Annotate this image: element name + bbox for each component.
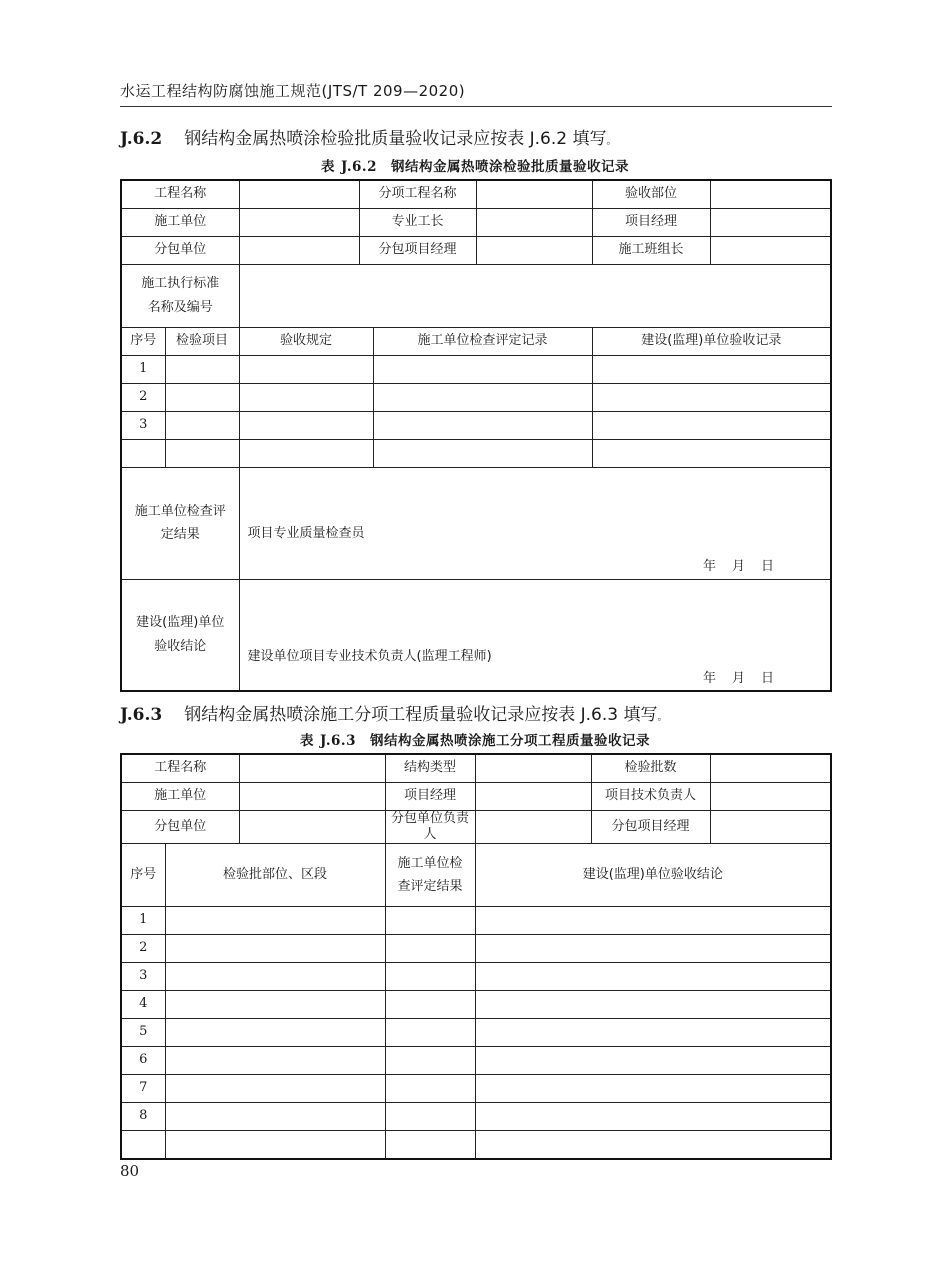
j62-standard-row: [121, 264, 831, 327]
j62-cell-item: [165, 355, 239, 383]
header-rule: [120, 106, 832, 107]
date-year: 年: [703, 558, 717, 574]
j62-cell-seq: 2: [121, 383, 165, 411]
j63-col-owner-conclusion: 建设(监理)单位验收结论: [475, 844, 831, 907]
table-j62-caption-title: 钢结构金属热喷涂检验批质量验收记录: [391, 159, 630, 175]
j63-label-contractor: 施工单位: [121, 782, 239, 810]
j63-value-structure-type: [475, 754, 591, 782]
j63-cell-seq: 7: [121, 1075, 165, 1103]
j62-value-foreman: [476, 208, 592, 236]
table-j63-caption-number: J.6.3: [319, 733, 357, 749]
j62-cell-rule: [239, 355, 373, 383]
table-row: [121, 1019, 831, 1047]
j62-cell-owner-record: [592, 383, 831, 411]
j62-label-sub-manager: 分包项目经理: [359, 236, 476, 264]
j62-label-standard: 施工执行标准名称及编号: [121, 264, 239, 327]
section-j63-heading: [120, 700, 667, 725]
j62-value-team-leader: [710, 236, 831, 264]
j63-cell-owner-conclusion: [475, 1075, 831, 1103]
j62-label-subcontractor: 分包单位: [121, 236, 239, 264]
j63-col-contractor-result: 施工单位检查评定结果: [385, 844, 475, 907]
j63-label-sub-lead: 分包单位负责人: [385, 810, 475, 844]
section-j63-number: J.6.3: [120, 705, 163, 725]
j62-value-sub-project: [476, 180, 592, 208]
j62-col-owner-record: 建设(监理)单位验收记录: [592, 327, 831, 355]
j62-cell-seq: 1: [121, 355, 165, 383]
j63-col-location: 检验批部位、区段: [165, 844, 385, 907]
j62-cell-item: [165, 439, 239, 467]
table-j62-caption-number: J.6.2: [340, 159, 378, 175]
j63-cell-contractor-result: [385, 1131, 475, 1159]
table-j62: [120, 179, 832, 692]
table-row: [121, 1075, 831, 1103]
j63-cell-owner-conclusion: [475, 1131, 831, 1159]
j63-value-project-manager: [475, 782, 591, 810]
table-row: [121, 355, 831, 383]
j62-cell-item: [165, 411, 239, 439]
j63-info-row: [121, 754, 831, 782]
table-row: [121, 411, 831, 439]
date-day: 日: [761, 670, 775, 686]
j63-cell-seq: 3: [121, 963, 165, 991]
j62-cell-owner-record: [592, 411, 831, 439]
j63-col-seq: 序号: [121, 844, 165, 907]
j62-contractor-result-row: [121, 467, 831, 579]
j63-cell-contractor-result: [385, 1047, 475, 1075]
j63-cell-contractor-result: [385, 1103, 475, 1131]
j63-cell-seq: 8: [121, 1103, 165, 1131]
j62-cell-contractor-record: [373, 383, 592, 411]
j63-cell-location: [165, 963, 385, 991]
j63-cell-seq: 1: [121, 907, 165, 935]
table-row: [121, 935, 831, 963]
j62-owner-date: [687, 671, 774, 687]
j62-value-contractor: [239, 208, 359, 236]
j63-label-batch-count: 检验批数: [591, 754, 710, 782]
j62-label-team-leader: 施工班组长: [592, 236, 710, 264]
j63-cell-seq: 2: [121, 935, 165, 963]
j62-cell-contractor-record: [373, 439, 592, 467]
date-day: 日: [761, 558, 775, 574]
table-row: [121, 991, 831, 1019]
j63-value-project-name: [239, 754, 385, 782]
j63-value-subcontractor: [239, 810, 385, 844]
j63-info-row: [121, 782, 831, 810]
j63-value-tech-lead: [710, 782, 831, 810]
j63-cell-location: [165, 935, 385, 963]
j63-value-contractor: [239, 782, 385, 810]
j62-label-foreman: 专业工长: [359, 208, 476, 236]
j63-label-project-manager: 项目经理: [385, 782, 475, 810]
j62-info-row: [121, 208, 831, 236]
j62-value-project-manager: [710, 208, 831, 236]
j63-cell-location: [165, 1103, 385, 1131]
j63-cell-seq: 4: [121, 991, 165, 1019]
j63-cell-owner-conclusion: [475, 963, 831, 991]
j63-value-sub-manager: [710, 810, 831, 844]
section-j62-text: 钢结构金属热喷涂检验批质量验收记录应按表 J.6.2 填写: [184, 129, 607, 149]
j63-cell-seq: 5: [121, 1019, 165, 1047]
j62-column-header-row: [121, 327, 831, 355]
j62-label-project-name: 工程名称: [121, 180, 239, 208]
j63-cell-contractor-result: [385, 907, 475, 935]
j63-cell-location: [165, 1019, 385, 1047]
table-row: [121, 439, 831, 467]
j63-label-sub-manager: 分包项目经理: [591, 810, 710, 844]
j63-info-row: [121, 810, 831, 844]
section-j62-heading: [120, 124, 616, 149]
j62-col-item: 检验项目: [165, 327, 239, 355]
j62-owner-signer: 建设单位项目专业技术负责人(监理工程师): [247, 648, 492, 664]
table-j62-caption: [0, 155, 950, 175]
j62-cell-seq: [121, 439, 165, 467]
j62-cell-owner-record: [592, 355, 831, 383]
j62-info-row: [121, 180, 831, 208]
section-j63-mark: 。: [657, 712, 668, 723]
j63-label-structure-type: 结构类型: [385, 754, 475, 782]
j63-cell-owner-conclusion: [475, 1019, 831, 1047]
j63-cell-seq: 6: [121, 1047, 165, 1075]
j62-contractor-date: [687, 559, 774, 575]
table-row: [121, 1131, 831, 1159]
table-row: [121, 1103, 831, 1131]
j63-label-project-name: 工程名称: [121, 754, 239, 782]
j62-cell-seq: 3: [121, 411, 165, 439]
j62-label-contractor: 施工单位: [121, 208, 239, 236]
j62-label-contractor-result: 施工单位检查评定结果: [121, 467, 239, 579]
j63-value-batch-count: [710, 754, 831, 782]
j62-col-contractor-record: 施工单位检查评定记录: [373, 327, 592, 355]
j63-cell-owner-conclusion: [475, 1047, 831, 1075]
j62-label-acceptance-part: 验收部位: [592, 180, 710, 208]
table-row: [121, 907, 831, 935]
j62-cell-contractor-record: [373, 411, 592, 439]
j63-cell-location: [165, 1075, 385, 1103]
table-row: [121, 1047, 831, 1075]
j63-value-sub-lead: [475, 810, 591, 844]
table-row: [121, 963, 831, 991]
table-row: [121, 383, 831, 411]
j62-col-rule: 验收规定: [239, 327, 373, 355]
section-j63-text: 钢结构金属热喷涂施工分项工程质量验收记录应按表 J.6.3 填写: [184, 705, 658, 725]
j62-cell-item: [165, 383, 239, 411]
j63-cell-location: [165, 907, 385, 935]
j62-contractor-result-cell: [239, 467, 831, 579]
date-month: 月: [732, 558, 746, 574]
j63-cell-owner-conclusion: [475, 907, 831, 935]
j63-cell-location: [165, 991, 385, 1019]
j63-cell-owner-conclusion: [475, 935, 831, 963]
j62-info-row: [121, 236, 831, 264]
j63-cell-location: [165, 1047, 385, 1075]
j63-cell-location: [165, 1131, 385, 1159]
j62-col-seq: 序号: [121, 327, 165, 355]
j63-cell-owner-conclusion: [475, 991, 831, 1019]
j63-cell-contractor-result: [385, 1019, 475, 1047]
j62-cell-contractor-record: [373, 355, 592, 383]
j62-owner-conclusion-cell: [239, 579, 831, 691]
section-j62-mark: 。: [606, 136, 617, 147]
j62-cell-rule: [239, 383, 373, 411]
table-j62-caption-prefix: 表: [320, 159, 335, 175]
j63-cell-contractor-result: [385, 963, 475, 991]
j63-cell-contractor-result: [385, 991, 475, 1019]
j63-label-subcontractor: 分包单位: [121, 810, 239, 844]
j62-value-sub-manager: [476, 236, 592, 264]
j62-cell-rule: [239, 439, 373, 467]
j63-column-header-row: [121, 844, 831, 907]
table-j63-caption-prefix: 表: [299, 733, 314, 749]
j62-label-owner-conclusion: 建设(监理)单位验收结论: [121, 579, 239, 691]
j62-value-subcontractor: [239, 236, 359, 264]
j62-value-acceptance-part: [710, 180, 831, 208]
section-j62-number: J.6.2: [120, 129, 163, 149]
date-month: 月: [732, 670, 746, 686]
j62-cell-owner-record: [592, 439, 831, 467]
j62-label-project-manager: 项目经理: [592, 208, 710, 236]
j63-cell-seq: [121, 1131, 165, 1159]
j62-value-project-name: [239, 180, 359, 208]
j62-value-standard: [239, 264, 831, 327]
running-header: 水运工程结构防腐蚀施工规范(JTS/T 209—2020): [120, 82, 466, 100]
j63-label-tech-lead: 项目技术负责人: [591, 782, 710, 810]
j62-label-sub-project: 分项工程名称: [359, 180, 476, 208]
table-j63: [120, 753, 832, 1160]
j63-cell-contractor-result: [385, 935, 475, 963]
date-year: 年: [703, 670, 717, 686]
table-j63-caption-title: 钢结构金属热喷涂施工分项工程质量验收记录: [370, 733, 651, 749]
j62-contractor-signer: 项目专业质量检查员: [247, 525, 365, 541]
j62-cell-rule: [239, 411, 373, 439]
page-number: 80: [120, 1162, 140, 1180]
j63-cell-owner-conclusion: [475, 1103, 831, 1131]
j63-cell-contractor-result: [385, 1075, 475, 1103]
table-j63-caption: [0, 729, 950, 749]
j62-owner-conclusion-row: [121, 579, 831, 691]
